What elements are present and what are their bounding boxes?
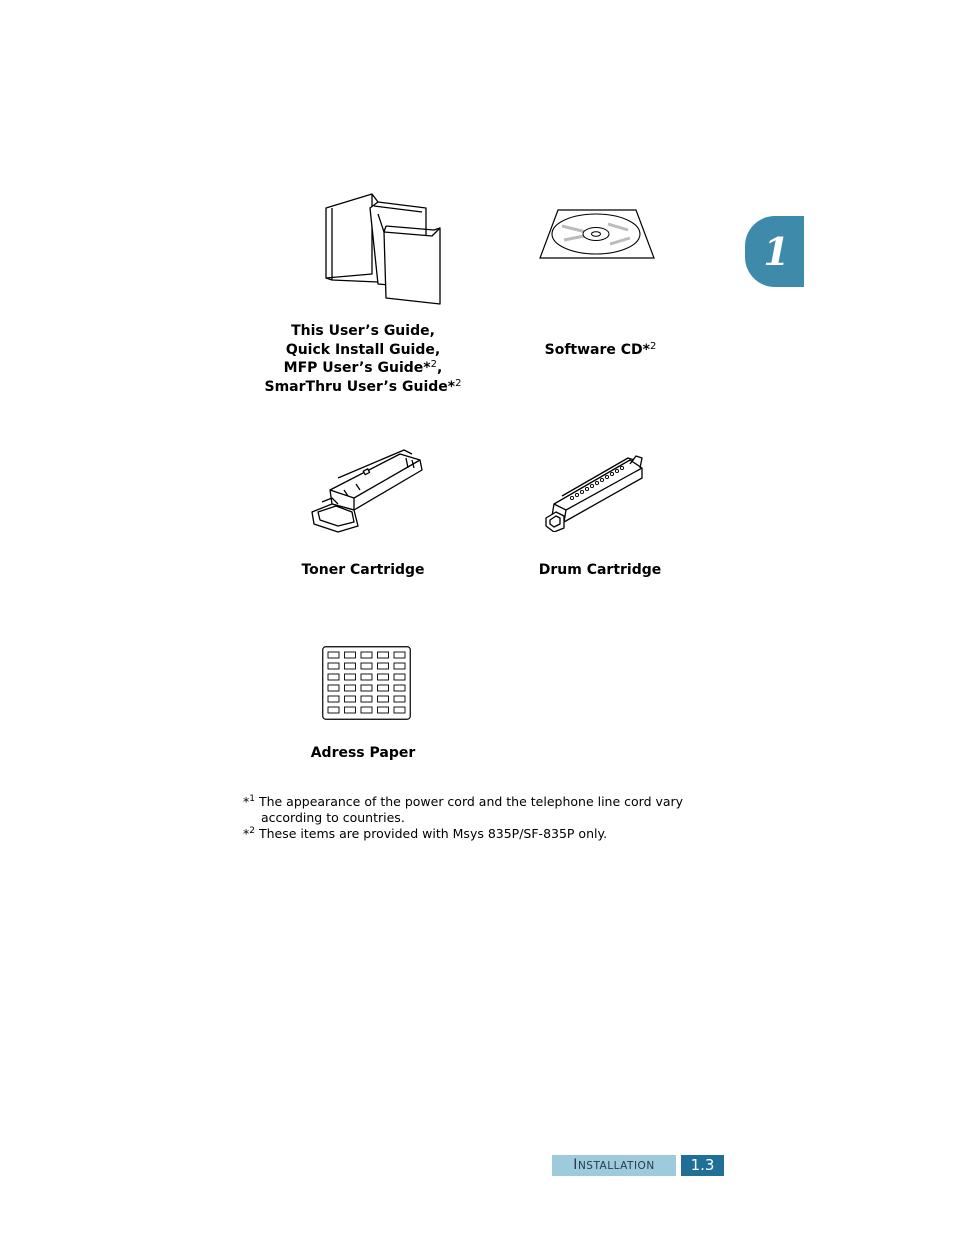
guides-line-4-text: SmarThru User’s Guide*	[264, 378, 456, 395]
label-cell	[394, 663, 405, 669]
label-cell	[394, 674, 405, 680]
section-initial: I	[573, 1157, 578, 1173]
footer-section-label	[552, 1155, 676, 1176]
guides-line-4	[243, 378, 483, 397]
footnote-ref: 2	[649, 341, 657, 352]
label-cell	[361, 663, 372, 669]
drum-caption	[520, 561, 680, 580]
footnote-number: 2	[249, 826, 255, 836]
label-cell	[361, 674, 372, 680]
label-cell	[328, 663, 339, 669]
label-cell	[378, 707, 389, 713]
toner-illustration	[308, 448, 426, 534]
footnote-ref: 2	[455, 377, 462, 389]
footnote-1-text: The appearance of the power cord and the telephone line cord vary	[254, 794, 684, 809]
footnote-2-text: These items are provided with Msys 835P/SF-835P only.	[254, 826, 608, 841]
label-cell	[361, 652, 372, 658]
footnote-1	[243, 794, 713, 810]
drum-cartridge-icon	[544, 452, 646, 532]
label-cell	[394, 652, 405, 658]
software-cd-label: Software CD*	[544, 342, 650, 358]
footnote-marker: *	[243, 826, 250, 841]
label-cell	[328, 685, 339, 691]
books-icon	[322, 192, 446, 308]
drum-label: Drum Cartridge	[538, 562, 662, 578]
toner-label: Toner Cartridge	[301, 562, 425, 578]
label-cell	[394, 685, 405, 691]
label-cell	[378, 663, 389, 669]
section-rest: NSTALLATION	[577, 1160, 655, 1172]
footnote-2	[243, 826, 713, 842]
drum-illustration	[544, 452, 646, 532]
footnote-marker: *	[243, 794, 250, 809]
guides-line-2: Quick Install Guide,	[285, 341, 441, 358]
label-cell	[345, 674, 356, 680]
footnote-1-continued: according to countries.	[261, 810, 405, 825]
footnote-number: 1	[249, 794, 255, 804]
address-paper-illustration	[322, 646, 411, 720]
label-cell	[328, 707, 339, 713]
label-cell	[378, 696, 389, 702]
software-cd-illustration	[538, 206, 656, 262]
software-cd-caption	[528, 341, 673, 360]
guides-illustration	[322, 192, 446, 308]
guides-line-3	[243, 359, 483, 378]
toner-cartridge-icon	[308, 448, 426, 534]
label-cell	[345, 685, 356, 691]
page-number: 1.3	[681, 1155, 724, 1176]
label-cell	[361, 685, 372, 691]
label-cell	[394, 696, 405, 702]
guides-line-3-text: MFP User’s Guide*	[283, 360, 431, 376]
address-paper-label: Adress Paper	[310, 745, 416, 761]
label-cell	[361, 696, 372, 702]
guides-line-1: This User’s Guide,	[291, 323, 435, 339]
toner-caption	[283, 561, 443, 580]
label-cell	[345, 652, 356, 658]
guides-caption	[243, 322, 483, 396]
chapter-number: 1	[763, 229, 790, 274]
guides-line-3-tail: ,	[437, 360, 443, 376]
label-cell	[328, 696, 339, 702]
label-cell	[394, 707, 405, 713]
label-cell	[345, 707, 356, 713]
footnotes	[243, 794, 713, 842]
label-cell	[378, 685, 389, 691]
label-cell	[328, 652, 339, 658]
label-cell	[345, 696, 356, 702]
label-cell	[361, 707, 372, 713]
address-paper-caption	[283, 744, 443, 763]
cd-icon	[538, 206, 656, 262]
chapter-tab	[745, 216, 804, 287]
label-cell	[378, 652, 389, 658]
footnote-ref: 2	[430, 359, 437, 370]
label-cell	[345, 663, 356, 669]
label-sheet-icon	[322, 646, 411, 720]
label-cell	[328, 674, 339, 680]
label-cell	[378, 674, 389, 680]
